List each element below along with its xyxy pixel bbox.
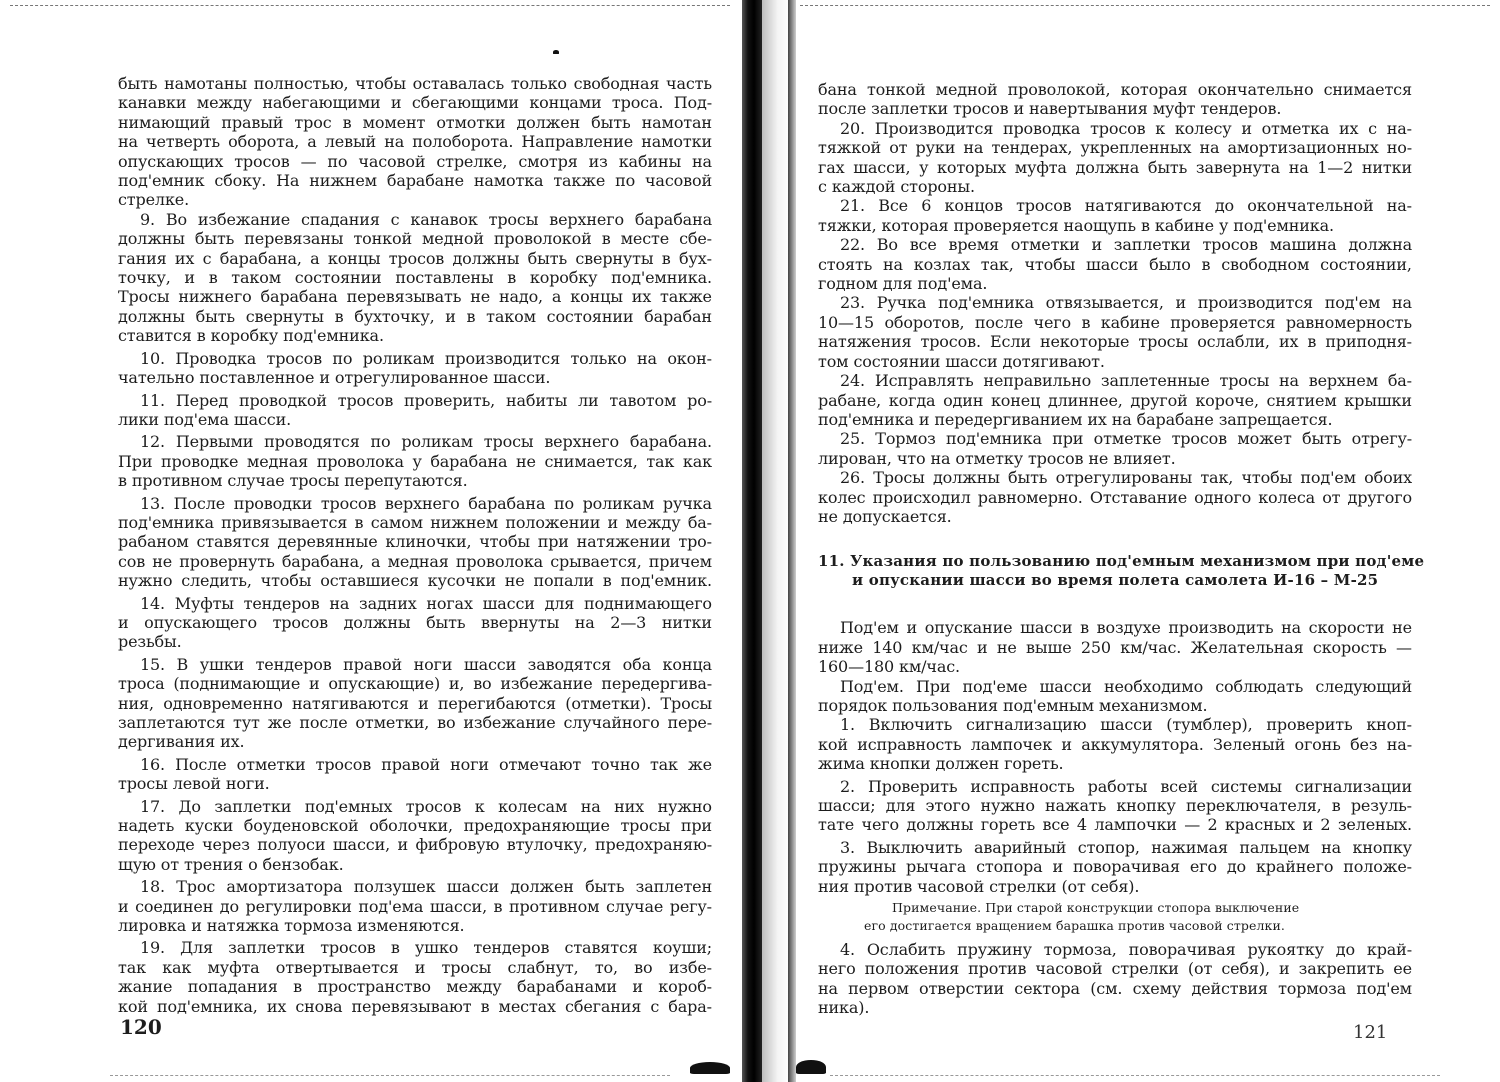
text-line: 15. В ушки тендеров правой ноги шасси заводятся оба конца bbox=[140, 654, 712, 674]
text-line: 2. Проверить исправность работы всей системы сигнализации bbox=[840, 776, 1412, 796]
page-number: 120 bbox=[120, 1015, 162, 1039]
text-line: 26. Тросы должны быть отрегулированы так, чтобы под'ем обоих bbox=[840, 468, 1412, 488]
text-line: 19. Для заплетки тросов в ушко тендеров ставятся коуши; bbox=[140, 938, 712, 958]
text-line: должны быть перевязаны тонкой медной проволокой в месте сбе- bbox=[118, 229, 712, 249]
text-line: под'емника и передергиванием их на барабане запрещается. bbox=[818, 409, 1333, 429]
binding-gutter-light bbox=[762, 0, 788, 1082]
text-line: стрелке. bbox=[118, 190, 190, 210]
text-line: гания их с барабана, а концы тросов должны быть свернуты в бух- bbox=[118, 248, 712, 268]
text-line: 3. Выключить аварийный стопор, нажимая пальцем на кнопку bbox=[840, 837, 1412, 857]
text-line: 25. Тормоз под'емника при отметке тросов может быть отрегу- bbox=[840, 429, 1412, 449]
text-line: 20. Производится проводка тросов к колесу и отметка их с на- bbox=[840, 118, 1412, 138]
text-line: тросы левой ноги. bbox=[118, 774, 270, 794]
text-line: кой исправность лампочек и аккумулятора. Зеленый огонь без на- bbox=[818, 734, 1412, 754]
text-line: 160—180 км/час. bbox=[818, 657, 960, 677]
text-line: натяжения тросов. Если некоторые тросы ослабли, их в приподня- bbox=[818, 332, 1412, 352]
text-line: чательно поставленное и отрегулированное шасси. bbox=[118, 368, 551, 388]
text-line: тяжки, которая проверяется наощупь в кабине у под'емника. bbox=[818, 215, 1334, 235]
text-line: не допускается. bbox=[818, 506, 952, 526]
text-line: 10. Проводка тросов по роликам производится только на окон- bbox=[140, 348, 712, 368]
text-line: и соединен до регулировки под'ема шасси, в противном случае регу- bbox=[118, 896, 712, 916]
text-line: в противном случае тросы перепутаются. bbox=[118, 471, 468, 491]
text-line: порядок пользования под'емным механизмом. bbox=[818, 695, 1208, 715]
text-line: При проводке медная проволока у барабана не снимается, так как bbox=[118, 451, 712, 471]
text-line: лировка и натяжка тормоза изменяются. bbox=[118, 916, 465, 936]
text-line: опускающих тросов — по часовой стрелке, смотря из кабины на bbox=[118, 151, 712, 171]
text-line: 24. Исправлять неправильно заплетенные тросы на верхнем ба- bbox=[840, 371, 1412, 391]
text-line: 18. Трос амортизатора ползушек шасси должен быть заплетен bbox=[140, 877, 712, 897]
text-line: с каждой стороны. bbox=[818, 177, 975, 197]
text-line: ника). bbox=[818, 998, 870, 1018]
text-line: 10—15 оборотов, после чего в кабине проверяется равномерность bbox=[818, 312, 1412, 332]
text-line: ния против часовой стрелки (от себя). bbox=[818, 876, 1140, 896]
text-line: рабаном ставятся деревянные клиночки, чтобы при натяжении тро- bbox=[118, 532, 712, 552]
text-line: тяжкой от руки на тендерах, укрепленных на амортизационных но- bbox=[818, 138, 1412, 158]
text-line: быть намотаны полностью, чтобы оставалась только свободная часть bbox=[118, 74, 712, 93]
text-line: пружины рычага стопора и поворачивая его до крайнего положе- bbox=[818, 857, 1412, 877]
text-line: лики под'ема шасси. bbox=[118, 409, 292, 429]
text-line: 9. Во избежание спадания с канавок тросы верхнего барабана bbox=[140, 209, 712, 229]
text-line: жание попадания в пространство между барабанами и короб- bbox=[118, 977, 712, 997]
text-line: 22. Во все время отметки и заплетки тросов машина должна bbox=[840, 235, 1412, 255]
text-line: нужно следить, чтобы оставшиеся кусочки не попали в под'емник. bbox=[118, 571, 712, 591]
right-page-text bbox=[818, 80, 1425, 1018]
text-line: шасси; для этого нужно нажать кнопку переключателя, в резуль- bbox=[818, 796, 1412, 815]
text-line: него положения против часовой стрелки (от себя), и закрепить ее bbox=[818, 959, 1412, 979]
text-line: 4. Ослабить пружину тормоза, поворачивая рукоятку до край- bbox=[840, 940, 1412, 960]
section-heading: 11. Указания по пользованию под'емным механизмом при под'еме bbox=[818, 552, 1425, 571]
text-line: должны быть свернуты в бухточку, и в таком состоянии барабан bbox=[118, 306, 712, 326]
text-line: кой под'емника, их снова перевязывают в местах сбегания с бара- bbox=[118, 996, 712, 1016]
text-line: 1. Включить сигнализацию шасси (тумблер), проверить кноп- bbox=[840, 715, 1412, 735]
text-line: стоять на козлах так, чтобы шасси было в свободном состоянии, bbox=[818, 254, 1412, 274]
text-line: переходе через полуоси шасси, и фибровую втулочку, предохраняю- bbox=[118, 835, 712, 855]
note-text: Примечание. При старой конструкции стопора выключение bbox=[892, 900, 1300, 916]
text-line: 14. Муфты тендеров на задних ногах шасси для поднимающего bbox=[140, 593, 712, 613]
text-line: тате чего должны гореть все 4 лампочки — 2 красных и 2 зеленых. bbox=[818, 815, 1412, 835]
text-line: бана тонкой медной проволокой, которая окончательно снимается bbox=[818, 80, 1412, 99]
text-line: заплетаются тут же после отметки, во избежание случайного пере- bbox=[118, 713, 712, 732]
text-line: колес происходил равномерно. Отставание одного колеса от другого bbox=[818, 487, 1412, 507]
text-line: резьбы. bbox=[118, 632, 182, 652]
text-line: так как муфта отвертывается и тросы слабнут, то, во избе- bbox=[118, 957, 712, 977]
text-line: щую от трения о бензобак. bbox=[118, 854, 344, 874]
text-line: на первом отверстии сектора (см. схему действия тормоза под'ем bbox=[818, 978, 1412, 998]
text-line: 12. Первыми проводятся по роликам тросы верхнего барабана. bbox=[140, 432, 712, 452]
text-line: Тросы нижнего барабана перевязывать не надо, а концы их также bbox=[118, 287, 712, 307]
text-line: жима кнопки должен гореть. bbox=[818, 754, 1064, 774]
section-heading-continued: и опускании шасси во время полета самолета И-16 – М-25 bbox=[852, 571, 1379, 590]
text-line: ниже 140 км/час и не выше 250 км/час. Желательная скорость — bbox=[818, 637, 1412, 657]
text-line: и опускающего тросов должны быть ввернуты на 2—3 нитки bbox=[118, 612, 712, 632]
text-line: надеть куски боуденовской оболочки, предохраняющие тросы при bbox=[118, 816, 712, 836]
text-line: лирован, что на отметку тросов не влияет. bbox=[818, 448, 1176, 468]
text-line: рабане, когда один конец длиннее, другой короче, снятием крышки bbox=[818, 390, 1412, 410]
left-page-text bbox=[118, 74, 712, 1016]
page-number: 121 bbox=[1353, 1022, 1388, 1043]
text-line: точку, и в таком состоянии поставлены в коробку под'емника. bbox=[118, 268, 712, 288]
text-line: после заплетки тросов и навертывания муфт тендеров. bbox=[818, 99, 1282, 119]
text-line: троса (поднимающие и опускающие) и, во избежание передергива- bbox=[118, 674, 712, 694]
text-line: 16. После отметки тросов правой ноги отмечают точно так же bbox=[140, 754, 712, 774]
text-line: сов не провернуть барабана, а медная проволока срывается, причем bbox=[118, 551, 712, 571]
text-line: канавки между набегающими и сбегающими концами троса. Под- bbox=[118, 93, 712, 113]
text-line: под'емник сбоку. На нижнем барабане намотка также по часовой bbox=[118, 171, 712, 191]
text-line: 23. Ручка под'емника отвязывается, и производится под'ем на bbox=[840, 293, 1412, 313]
text-line: 13. После проводки тросов верхнего барабана по роликам ручка bbox=[140, 493, 712, 513]
text-line: 21. Все 6 концов тросов натягиваются до окончательной на- bbox=[840, 196, 1412, 216]
text-line: Под'ем и опускание шасси в воздухе производить на скорости не bbox=[840, 618, 1412, 638]
text-line: 11. Перед проводкой тросов проверить, набиты ли тавотом ро- bbox=[140, 390, 712, 410]
note-text: его достигается вращением барашка против часовой стрелки. bbox=[864, 918, 1285, 934]
text-line: Под'ем. При под'еме шасси необходимо соблюдать следующий bbox=[840, 676, 1412, 696]
text-line: том состоянии шасси дотягивают. bbox=[818, 351, 1105, 371]
text-line: дергивания их. bbox=[118, 732, 245, 752]
text-line: годном для под'ема. bbox=[818, 274, 988, 294]
text-line: ставится в коробку под'емника. bbox=[118, 326, 384, 346]
text-line: на четверть оборота, а левый на полоборота. Направление намотки bbox=[118, 132, 712, 152]
right-page bbox=[790, 0, 1500, 1082]
text-line: ния, одновременно натягиваются и перегибаются (отметки). Тросы bbox=[118, 693, 712, 713]
text-line: гах шасси, у которых муфта должна быть завернута на 1—2 нитки bbox=[818, 157, 1412, 177]
text-line: под'емника привязывается в самом нижнем положении и между ба- bbox=[118, 512, 712, 532]
text-line: 17. До заплетки под'емных тросов к колесам на них нужно bbox=[140, 796, 712, 816]
text-line: нимающий правый трос в момент отмотки должен быть намотан bbox=[118, 112, 712, 132]
